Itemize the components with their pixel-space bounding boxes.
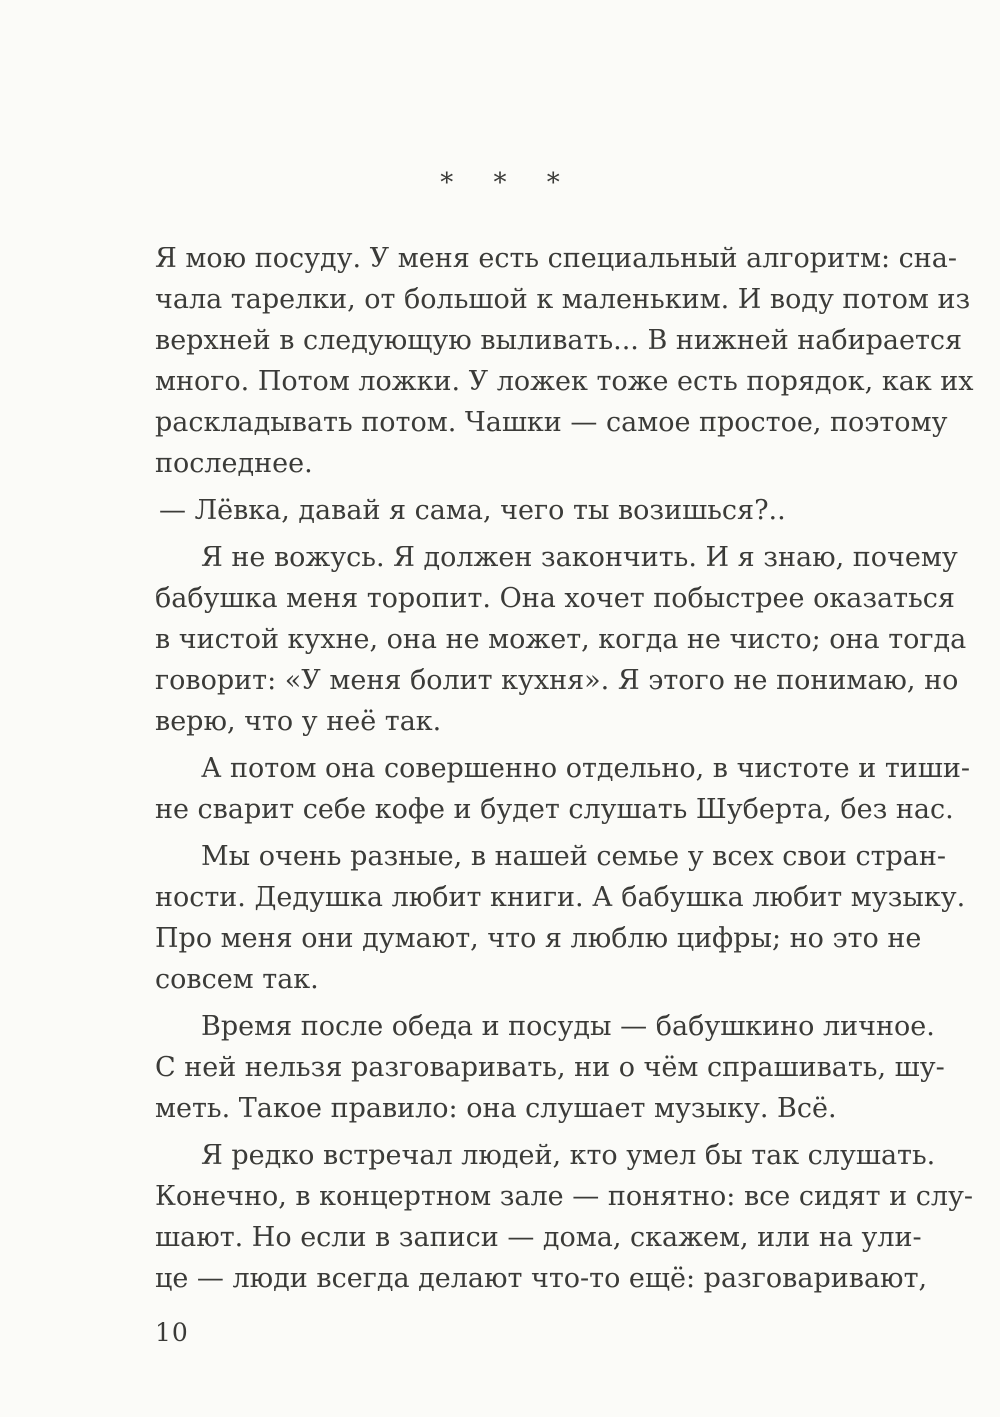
text-line: верю, что у неё так. — [155, 706, 442, 737]
paragraph — [155, 836, 966, 1000]
text-line: С ней нельзя разговаривать, ни о чём спрашивать, шу- — [155, 1052, 945, 1083]
text-line: говорит: «У меня болит кухня». Я этого не понимаю, но — [155, 665, 959, 696]
paragraph — [155, 1006, 945, 1129]
text-line: совсем так. — [155, 964, 319, 995]
text-line: ности. Дедушка любит книги. А бабушка любит музыку. — [155, 882, 966, 913]
text-line: Мы очень разные, в нашей семье у всех свои стран- — [201, 841, 947, 872]
text-line: в чистой кухне, она не может, когда не чисто; она тогда — [155, 624, 967, 655]
text-line: шают. Но если в записи — дома, скажем, или на ули- — [155, 1222, 922, 1253]
paragraph — [155, 238, 974, 484]
text-line: А потом она совершенно отдельно, в чистоте и тиши- — [201, 753, 970, 784]
text-line: раскладывать потом. Чашки — самое простое, поэтому — [155, 407, 948, 438]
text-line: чала тарелки, от большой к маленьким. И воду потом из — [155, 284, 971, 315]
section-separator: * * * — [440, 168, 576, 198]
text-line: верхней в следующую выливать... В нижней набирается — [155, 325, 963, 356]
text-line: Время после обеда и посуды — бабушкино личное. — [201, 1011, 935, 1042]
text-line: бабушка меня торопит. Она хочет побыстрее оказаться — [155, 583, 955, 614]
text-line: Я мою посуду. У меня есть специальный алгоритм: сна- — [155, 243, 958, 274]
text-line: не сварит себе кофе и будет слушать Шуберта, без нас. — [155, 794, 954, 825]
text-line: последнее. — [155, 448, 313, 479]
paragraph — [155, 748, 970, 830]
dialogue-line: — Лёвка, давай я сама, чего ты возишься?.. — [159, 495, 786, 526]
body-text — [155, 238, 974, 1299]
paragraph — [155, 537, 967, 742]
text-line: Про меня они думают, что я люблю цифры; но это не — [155, 923, 922, 954]
text-line: Конечно, в концертном зале — понятно: все сидят и слу- — [155, 1181, 974, 1212]
paragraph — [155, 1135, 974, 1299]
text-line: це — люди всегда делают что-то ещё: разговаривают, — [155, 1263, 928, 1294]
page-number: 10 — [155, 1318, 189, 1347]
paragraph — [155, 490, 911, 531]
text-line: меть. Такое правило: она слушает музыку. Всё. — [155, 1093, 837, 1124]
text-line: Я не вожусь. Я должен закончить. И я знаю, почему — [201, 542, 958, 573]
text-line: много. Потом ложки. У ложек тоже есть порядок, как их — [155, 366, 974, 397]
text-line: Я редко встречал людей, кто умел бы так слушать. — [201, 1140, 936, 1171]
